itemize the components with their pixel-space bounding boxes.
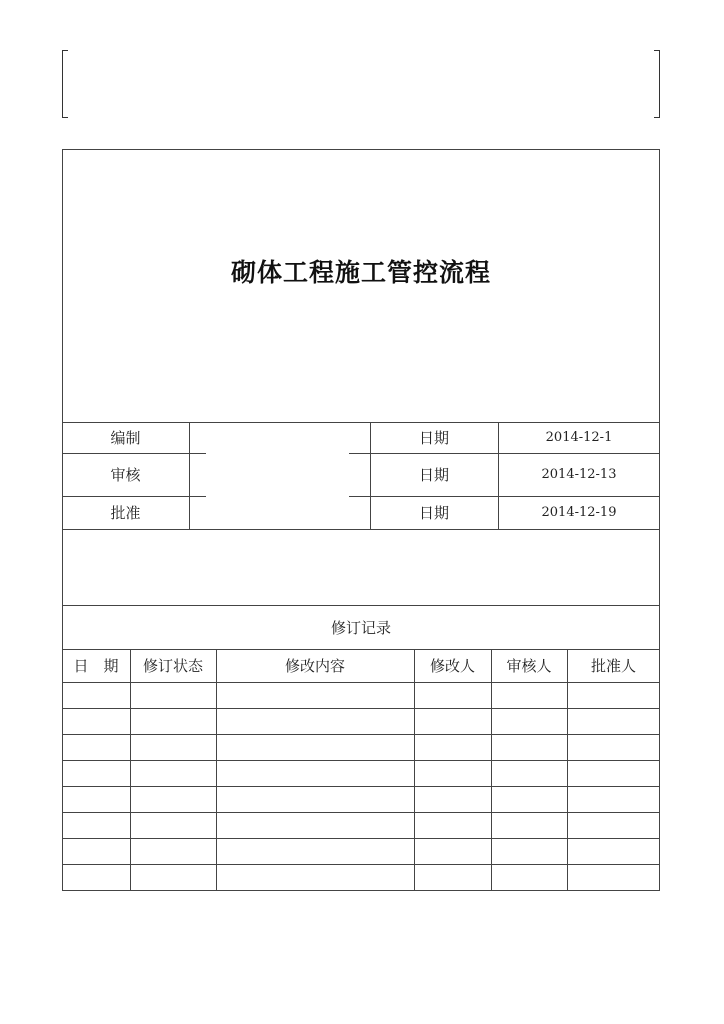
table-row bbox=[62, 786, 660, 787]
header-bracket-left bbox=[62, 50, 68, 118]
col-change-content: 修改内容 bbox=[284, 657, 345, 675]
col-modifier: 修改人 bbox=[429, 657, 475, 675]
role-approve: 批准 bbox=[110, 504, 141, 522]
table-row bbox=[62, 760, 660, 761]
revision-vline-5 bbox=[567, 649, 568, 891]
approval-bottom-line bbox=[62, 529, 660, 530]
table-row bbox=[62, 708, 660, 709]
table-row bbox=[62, 838, 660, 839]
revision-header-bottom-line bbox=[62, 682, 660, 683]
role-review: 审核 bbox=[110, 466, 141, 484]
revision-vline-4 bbox=[491, 649, 492, 891]
date-label-approve: 日期 bbox=[418, 504, 449, 522]
revision-vline-2 bbox=[216, 649, 217, 891]
col-revision-status: 修订状态 bbox=[142, 657, 203, 675]
table-row bbox=[62, 812, 660, 813]
col-date: 日 期 bbox=[73, 657, 119, 675]
revision-vline-3 bbox=[414, 649, 415, 891]
role-compile: 编制 bbox=[110, 429, 141, 447]
date-compile: 2014-12-1 bbox=[545, 430, 613, 445]
date-review: 2014-12-13 bbox=[541, 467, 617, 482]
document-title: 砌体工程施工管控流程 bbox=[230, 258, 491, 287]
table-row bbox=[62, 864, 660, 865]
revision-section-title: 修订记录 bbox=[330, 618, 391, 637]
approval-vline-1 bbox=[189, 422, 190, 529]
date-label-compile: 日期 bbox=[418, 429, 449, 447]
date-approve: 2014-12-19 bbox=[541, 505, 617, 520]
border-bottom bbox=[62, 890, 660, 891]
header-bracket-right bbox=[654, 50, 660, 118]
date-label-review: 日期 bbox=[418, 466, 449, 484]
col-reviewer: 审核人 bbox=[506, 657, 552, 675]
revision-vline-1 bbox=[130, 649, 131, 891]
border-top bbox=[62, 149, 660, 150]
table-row bbox=[62, 734, 660, 735]
cover-form bbox=[62, 149, 660, 891]
col-approver: 批准人 bbox=[590, 657, 636, 675]
